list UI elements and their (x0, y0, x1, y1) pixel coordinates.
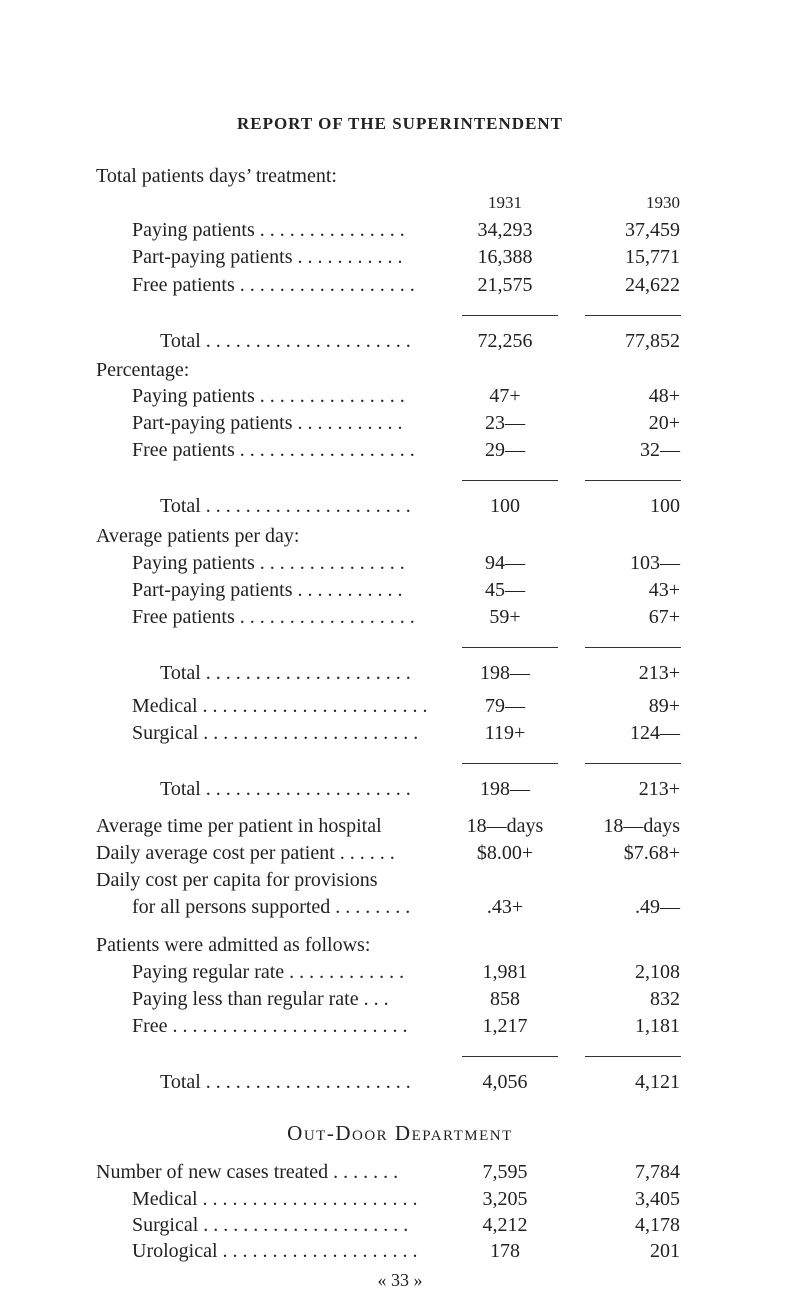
table-row: Average time per patient in hospital 18—days 18—days (96, 815, 680, 837)
divider (462, 480, 558, 481)
table-row: Paying patients . . . . . . . . . . . . . . . 94— 103— (132, 552, 680, 574)
table-row: Daily average cost per patient . . . . . . $8.00+ $7.68+ (96, 842, 680, 864)
table-row: Medical . . . . . . . . . . . . . . . . . . . . . . . 79— 89+ (132, 695, 680, 717)
page-number: « 33 » (377, 1270, 423, 1290)
divider (462, 315, 558, 316)
table-row: Surgical . . . . . . . . . . . . . . . . . . . . . . 119+ 124— (132, 722, 680, 744)
table-row: Part-paying patients . . . . . . . . . . . 23— 20+ (132, 412, 680, 434)
divider (585, 647, 681, 648)
divider (462, 763, 558, 764)
page-header: REPORT OF THE SUPERINTENDENT (236, 114, 564, 133)
table-row: Paying patients . . . . . . . . . . . . . . . 47+ 48+ (132, 385, 680, 407)
divider (462, 1056, 558, 1057)
year-1930: 1930 (646, 193, 680, 212)
year-1931: 1931 (488, 193, 522, 212)
year-header-row (0, 190, 800, 216)
table-row: Free patients . . . . . . . . . . . . . . . . . . 59+ 67+ (132, 606, 680, 628)
total-row: Total . . . . . . . . . . . . . . . . . . . . . 4,056 4,121 (160, 1071, 680, 1093)
total-row: Total . . . . . . . . . . . . . . . . . . . . . 72,256 77,852 (160, 330, 680, 352)
total-row: Total . . . . . . . . . . . . . . . . . . . . . 198— 213+ (160, 778, 680, 800)
table-row: Number of new cases treated . . . . . . . 7,595 7,784 (96, 1161, 680, 1183)
table-row: Free . . . . . . . . . . . . . . . . . . . . . . . . 1,217 1,181 (132, 1015, 680, 1037)
table-row: Surgical . . . . . . . . . . . . . . . . . . . . . 4,212 4,178 (132, 1214, 680, 1236)
total-row: Total . . . . . . . . . . . . . . . . . . . . . 198— 213+ (160, 662, 680, 684)
divider (462, 647, 558, 648)
table-row: Paying less than regular rate . . . 858 832 (132, 988, 680, 1010)
table-row: Free patients . . . . . . . . . . . . . . . . . . 29— 32— (132, 439, 680, 461)
table-row: Part-paying patients . . . . . . . . . . . 45— 43+ (132, 579, 680, 601)
table-row: Daily cost per capita for provisions (96, 869, 378, 891)
divider (585, 1056, 681, 1057)
divider (585, 763, 681, 764)
divider (585, 480, 681, 481)
total-row: Total . . . . . . . . . . . . . . . . . . . . . 100 100 (160, 495, 680, 517)
table-row: for all persons supported . . . . . . . . .43+ .49— (132, 896, 680, 918)
table-row: Part-paying patients . . . . . . . . . . . 16,388 15,771 (132, 246, 680, 268)
table-row: Paying regular rate . . . . . . . . . . . . 1,981 2,108 (132, 961, 680, 983)
table-row: Paying patients . . . . . . . . . . . . . . . 34,293 37,459 (132, 219, 680, 241)
report-page: REPORT OF THE SUPERINTENDENT Total patients days’ treatment: 1931 1930 Paying patients . . . . . . . . . . . . . . . 34,293 37,459 Part-paying patients . . . . . . . . . . . 16,388 15,771 Free patients . . . . . . . . . . . . . . . . . . 21,575 24,622 Total . . . . . . . . . . . . . . . . . . . . . 72,256 77,852 Percentage: Paying patients . . . . . . . . . . . . . . . 47+ 48+ Part-paying patients . . . . . . . . . . . 23— 20+ Free patients . . . . . . . . . . . . . . . . . . 29— 32— Total . . . . . . . . . . . . . . . . . . . . . 100 100 Average patients per day: Paying patients . . . . . . . . . . . . . . . 94— 103— Part-paying patients . . . . . . . . . . . 45— 43+ Free patients . . . . . . . . . . . . . . . . . . 59+ 67+ Total . . . . . . . . . . . . . . . . . . . . . 198— 213+ Medical . . . . . . . . . . . . . . . . . . . . . . . 79— 89+ Surgical . . . . . . . . . . . . . . . . . . . . . . 119+ 124— Total . . . . . . . . . . . . . . . . . . . . . 198— 213+ Average time per patient in hospital 18—days 18—days Daily average cost per patient . . . . . . $8.00+ $7.68+ Daily cost per capita for provisions for all persons supported . . . . . . . . .43+ .49— Patients were admitted as follows: Paying regular rate . . . . . . . . . . . . 1,981 2,108 Paying less than regular rate . . . 858 832 Free . . . . . . . . . . . . . . . . . . . . . . . . 1,217 1,181 Total . . . . . . . . . . . . . . . . . . . . . 4,056 4,121 Out-Door Department Number of new cases treated . . . . . . . 7,595 7,784 Medical . . . . . . . . . . . . . . . . . . . . . . 3,205 3,405 Surgical . . . . . . . . . . . . . . . . . . . . . 4,212 4,178 Urological . . . . . . . . . . . . . . . . . . . . 178 201 « 33 » (0, 0, 800, 1308)
table-row: Medical . . . . . . . . . . . . . . . . . . . . . . 3,205 3,405 (132, 1188, 680, 1210)
divider (585, 315, 681, 316)
table-row: Urological . . . . . . . . . . . . . . . . . . . . 178 201 (132, 1240, 680, 1262)
section-title-outdoor: Out-Door Department (287, 1121, 513, 1145)
table-row: Free patients . . . . . . . . . . . . . . . . . . 21,575 24,622 (132, 274, 680, 296)
